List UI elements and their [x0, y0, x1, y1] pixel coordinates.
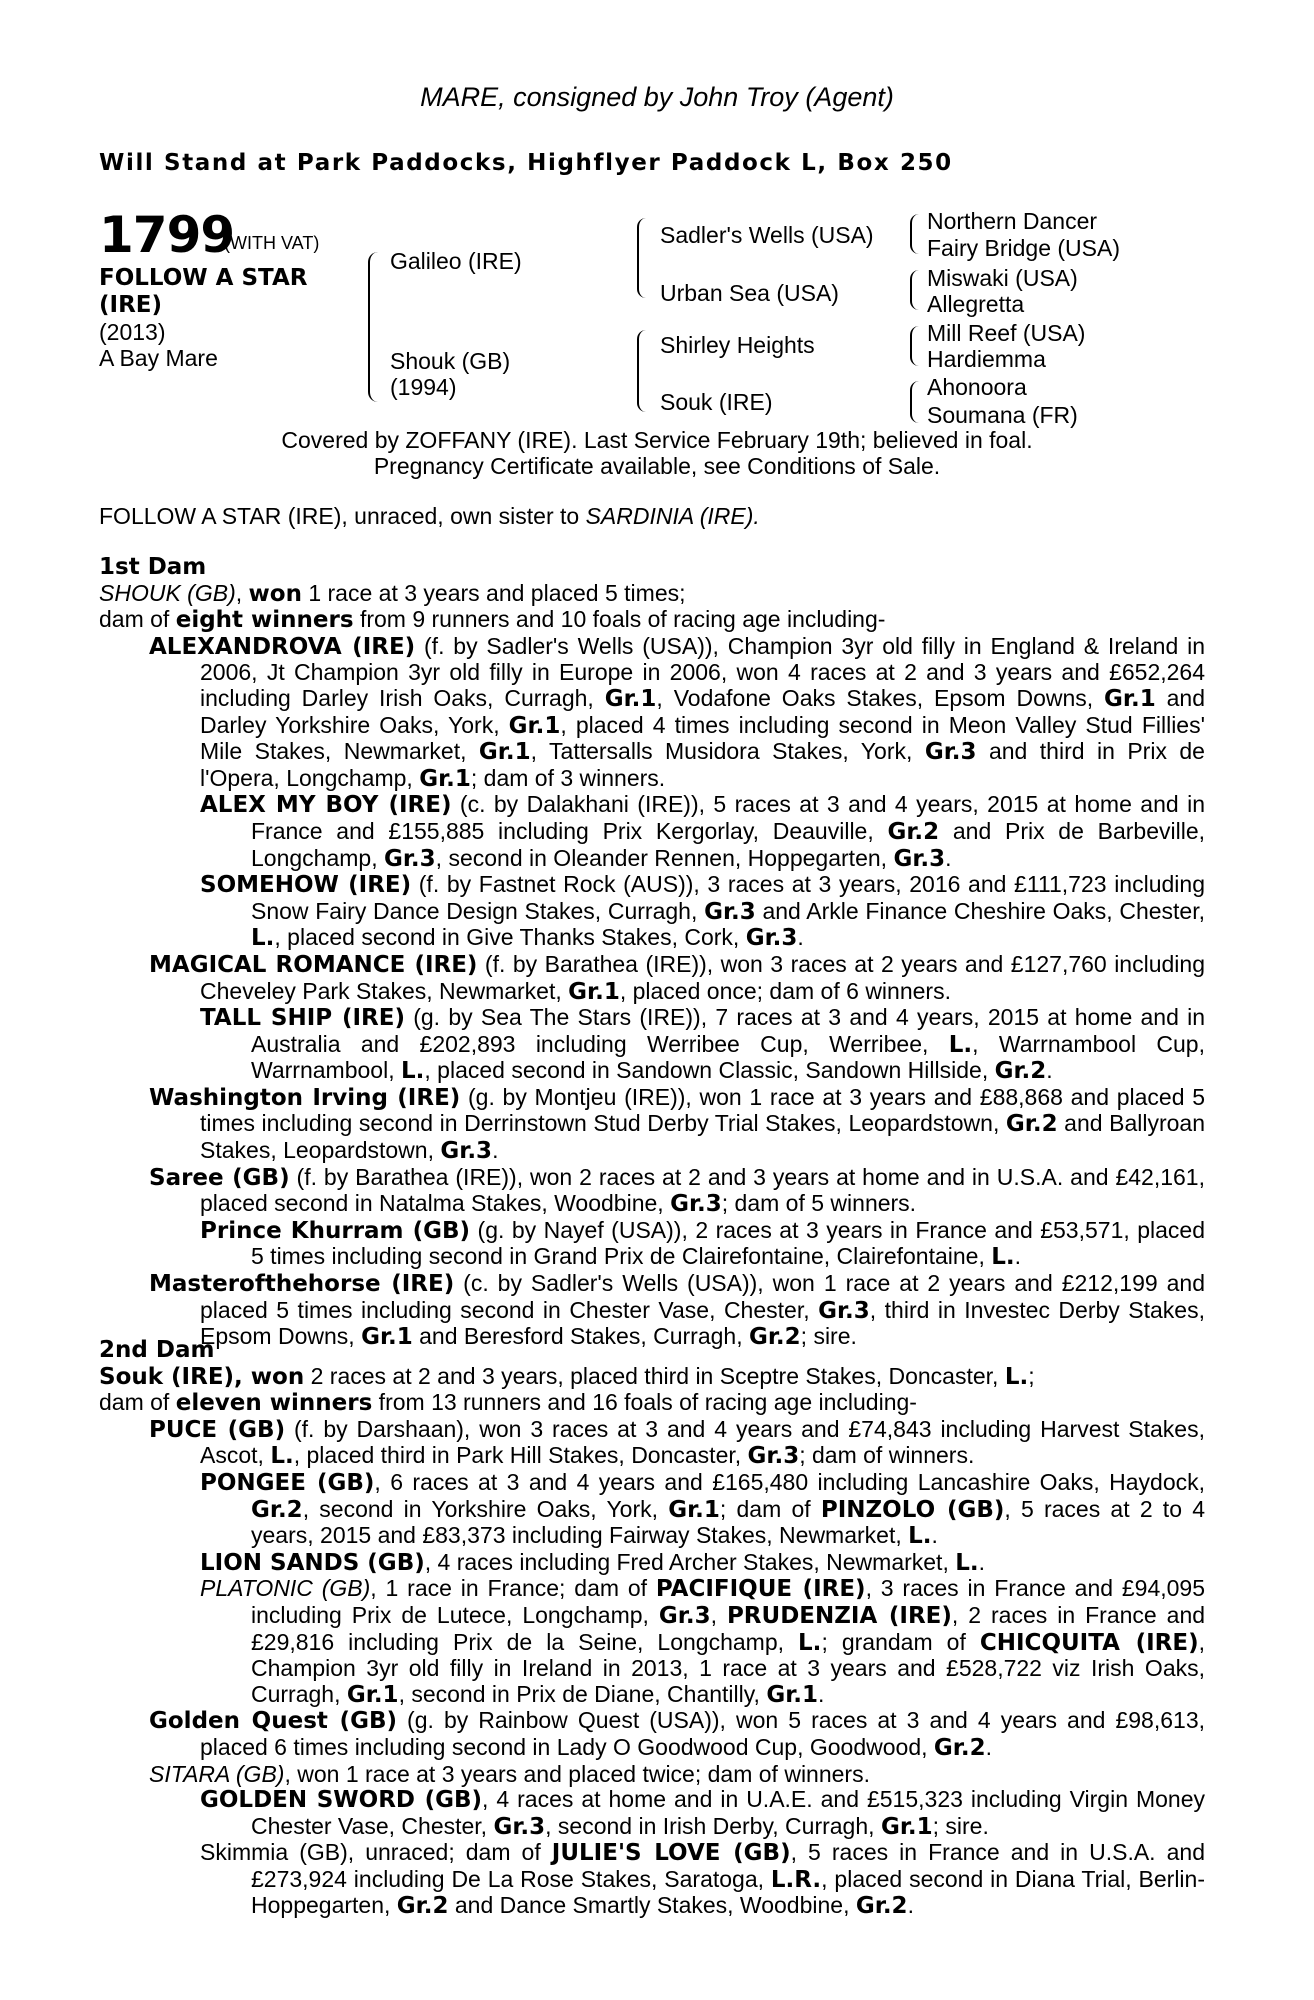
- produce-entry: MAGICAL ROMANCE (IRE) (f. by Barathea (IRE)), won 3 races at 2 years and £127,760 including Cheveley Park Stakes, Newmarket, Gr.1, placed once; dam of 6 winners.: [149, 950, 1205, 1005]
- ds-dam: Hardiemma: [927, 346, 1046, 372]
- first-dam-produce: dam of eight winners from 9 runners and 10 foals of racing age including-: [99, 606, 886, 634]
- produce-entry: Skimmia (GB), unraced; dam of JULIE'S LOVE (GB), 5 races in France and in U.S.A. and £273,924 including De La Rose Stakes, Saratoga, L.R., placed second in Diana Trial, Berlin-Hoppegarten, Gr.2 and Dance Smartly Stakes, Woodbine, Gr.2.: [200, 1839, 1205, 1920]
- ss-dam: Fairy Bridge (USA): [927, 235, 1120, 261]
- dam: Shouk (GB): [390, 348, 511, 374]
- produce-entry: GOLDEN SWORD (GB), 4 races at home and in U.A.E. and £515,323 including Virgin Money Chester Vase, Chester, Gr.3, second in Irish Derby, Curragh, Gr.1; sire.: [200, 1786, 1206, 1840]
- sd-sire: Miswaki (USA): [927, 265, 1078, 291]
- horse-name-suffix: (IRE): [99, 292, 163, 318]
- sire-dam: Urban Sea (USA): [660, 280, 839, 306]
- sire-sire: Sadler's Wells (USA): [660, 222, 874, 248]
- produce-entry: Masterofthehorse (IRE) (c. by Sadler's Wells (USA)), won 1 race at 2 years and £212,199 and placed 5 times including second in Chester Vase, Chester, Gr.3, third in Investec Derby Stakes, Epsom Downs, Gr.1 and Beresford Stakes, Curragh, Gr.2; sire.: [149, 1270, 1205, 1351]
- dam-dam: Souk (IRE): [660, 389, 773, 415]
- produce-entry: SITARA (GB), won 1 race at 3 years and placed twice; dam of winners.: [149, 1760, 870, 1787]
- produce-entry: ALEXANDROVA (IRE) (f. by Sadler's Wells (USA)), Champion 3yr old filly in England & Ireland in 2006, Jt Champion 3yr old filly in Europe in 2006, won 4 races at 2 and 3 years and £652,264 including Darley Irish Oaks, Curragh, Gr.1, Vodafone Oaks Stakes, Epsom Downs, Gr.1 and Darley Yorkshire Oaks, York, Gr.1, placed 4 times including second in Meon Valley Stud Fillies' Mile Stakes, Newmarket, Gr.1, Tattersalls Musidora Stakes, York, Gr.3 and third in Prix de l'Opera, Longchamp, Gr.1; dam of 3 winners.: [149, 632, 1206, 792]
- dd-brace: [910, 381, 919, 423]
- dam-brace: [637, 330, 646, 412]
- produce-entry: Prince Khurram (GB) (g. by Nayef (USA)), 2 races at 3 years in France and £53,571, placed 5 times including second in Grand Prix de Clairefontaine, Clairefontaine, L..: [200, 1216, 1206, 1271]
- covered-line: Covered by ZOFFANY (IRE). Last Service February 19th; believed in foal.: [281, 427, 1033, 453]
- first-dam-line: SHOUK (GB), won 1 race at 3 years and placed 5 times;: [99, 579, 686, 607]
- produce-entry: PONGEE (GB), 6 races at 3 and 4 years and £165,480 including Lancashire Oaks, Haydock, Gr.2, second in Yorkshire Oaks, York, Gr.1; dam of PINZOLO (GB), 5 races at 2 to 4 years, 2015 and £83,373 including Fairway Stakes, Newmarket, L..: [200, 1468, 1206, 1550]
- stand-location: Will Stand at Park Paddocks, Highflyer Paddock L, Box 250: [99, 150, 953, 176]
- lot-number: 1799: [99, 206, 235, 264]
- sire-brace: [637, 218, 646, 298]
- second-dam-heading: 2nd Dam: [99, 1337, 215, 1363]
- pedigree-brace: [368, 252, 378, 402]
- produce-entry: ALEX MY BOY (IRE) (c. by Dalakhani (IRE)), 5 races at 3 and 4 years, 2015 at home and in France and £155,885 including Prix Kergorlay, Deauville, Gr.2 and Prix de Barbeville, Longchamp, Gr.3, second in Oleander Rennen, Hoppegarten, Gr.3.: [200, 791, 1205, 872]
- horse-year: (2013): [99, 319, 166, 345]
- dd-dam: Soumana (FR): [927, 402, 1078, 428]
- ss-sire: Northern Dancer: [927, 208, 1098, 234]
- ds-sire: Mill Reef (USA): [927, 320, 1086, 346]
- second-dam-produce: dam of eleven winners from 13 runners and 16 foals of racing age including-: [99, 1389, 917, 1417]
- ds-brace: [910, 326, 919, 366]
- produce-entry: PLATONIC (GB), 1 race in France; dam of PACIFIQUE (IRE), 3 races in France and £94,095 including Prix de Lutece, Longchamp, Gr.3, PRUDENZIA (IRE), 2 races in France and £29,816 including Prix de la Seine, Longchamp, L.; grandam of CHICQUITA (IRE), Champion 3yr old filly in Ireland in 2013, 1 race at 3 years and £528,722 viz Irish Oaks, Curragh, Gr.1, second in Prix de Diane, Chantilly, Gr.1.: [200, 1575, 1206, 1708]
- second-dam-line: Souk (IRE), won 2 races at 2 and 3 years, placed third in Sceptre Stakes, Doncaster, L.;: [99, 1362, 1035, 1390]
- dam-year: (1994): [390, 374, 457, 400]
- produce-entry: TALL SHIP (IRE) (g. by Sea The Stars (IRE)), 7 races at 3 and 4 years, 2015 at home and in Australia and £202,893 including Werribee Cup, Werribee, L., Warrnambool Cup, Warrnambool, L., placed second in Sandown Classic, Sandown Hillside, Gr.2.: [200, 1004, 1206, 1085]
- intro-line: [99, 503, 760, 530]
- dam-sire: Shirley Heights: [660, 332, 815, 358]
- second-dam-section: [99, 1338, 1205, 1920]
- intro-sibling: SARDINIA (IRE).: [585, 503, 760, 529]
- sd-brace: [910, 270, 919, 310]
- dd-sire: Ahonoora: [927, 374, 1027, 400]
- pregnancy-line: Pregnancy Certificate available, see Conditions of Sale.: [373, 453, 941, 479]
- produce-entry: Golden Quest (GB) (g. by Rainbow Quest (USA)), won 5 races at 3 and 4 years and £98,613, placed 6 times including second in Lady O Goodwood Cup, Goodwood, Gr.2.: [149, 1707, 1205, 1761]
- produce-entry: Saree (GB) (f. by Barathea (IRE)), won 2 races at 2 and 3 years at home and in U.S.A. and £42,161, placed second in Natalma Stakes, Woodbine, Gr.3; dam of 5 winners.: [149, 1163, 1205, 1218]
- sire: Galileo (IRE): [390, 248, 522, 274]
- ss-brace: [910, 214, 919, 254]
- produce-entry: PUCE (GB) (f. by Darshaan), won 3 races at 3 and 4 years and £74,843 including Harvest Stakes, Ascot, L., placed third in Park Hill Stakes, Doncaster, Gr.3; dam of winners.: [149, 1415, 1205, 1470]
- sd-dam: Allegretta: [927, 291, 1025, 317]
- intro-text: FOLLOW A STAR (IRE), unraced, own sister to: [99, 503, 586, 529]
- produce-entry: SOMEHOW (IRE) (f. by Fastnet Rock (AUS)), 3 races at 3 years, 2016 and £111,723 including Snow Fairy Dance Design Stakes, Curragh, Gr.3 and Arkle Finance Cheshire Oaks, Chester, L., placed second in Give Thanks Stakes, Cork, Gr.3.: [200, 871, 1205, 952]
- first-dam-heading: 1st Dam: [99, 554, 207, 580]
- horse-description: A Bay Mare: [99, 345, 218, 371]
- first-dam-section: [99, 555, 1205, 1351]
- horse-name: FOLLOW A STAR: [99, 265, 308, 291]
- vat-note: (WITH VAT): [224, 233, 320, 253]
- produce-entry: Washington Irving (IRE) (g. by Montjeu (IRE)), won 1 race at 3 years and £88,868 and placed 5 times including second in Derrinstown Stud Derby Trial Stakes, Leopardstown, Gr.2 and Ballyroan Stakes, Leopardstown, Gr.3.: [149, 1083, 1205, 1165]
- consignor-title: MARE, consigned by John Troy (Agent): [420, 82, 894, 112]
- produce-entry: LION SANDS (GB), 4 races including Fred Archer Stakes, Newmarket, L..: [200, 1548, 986, 1576]
